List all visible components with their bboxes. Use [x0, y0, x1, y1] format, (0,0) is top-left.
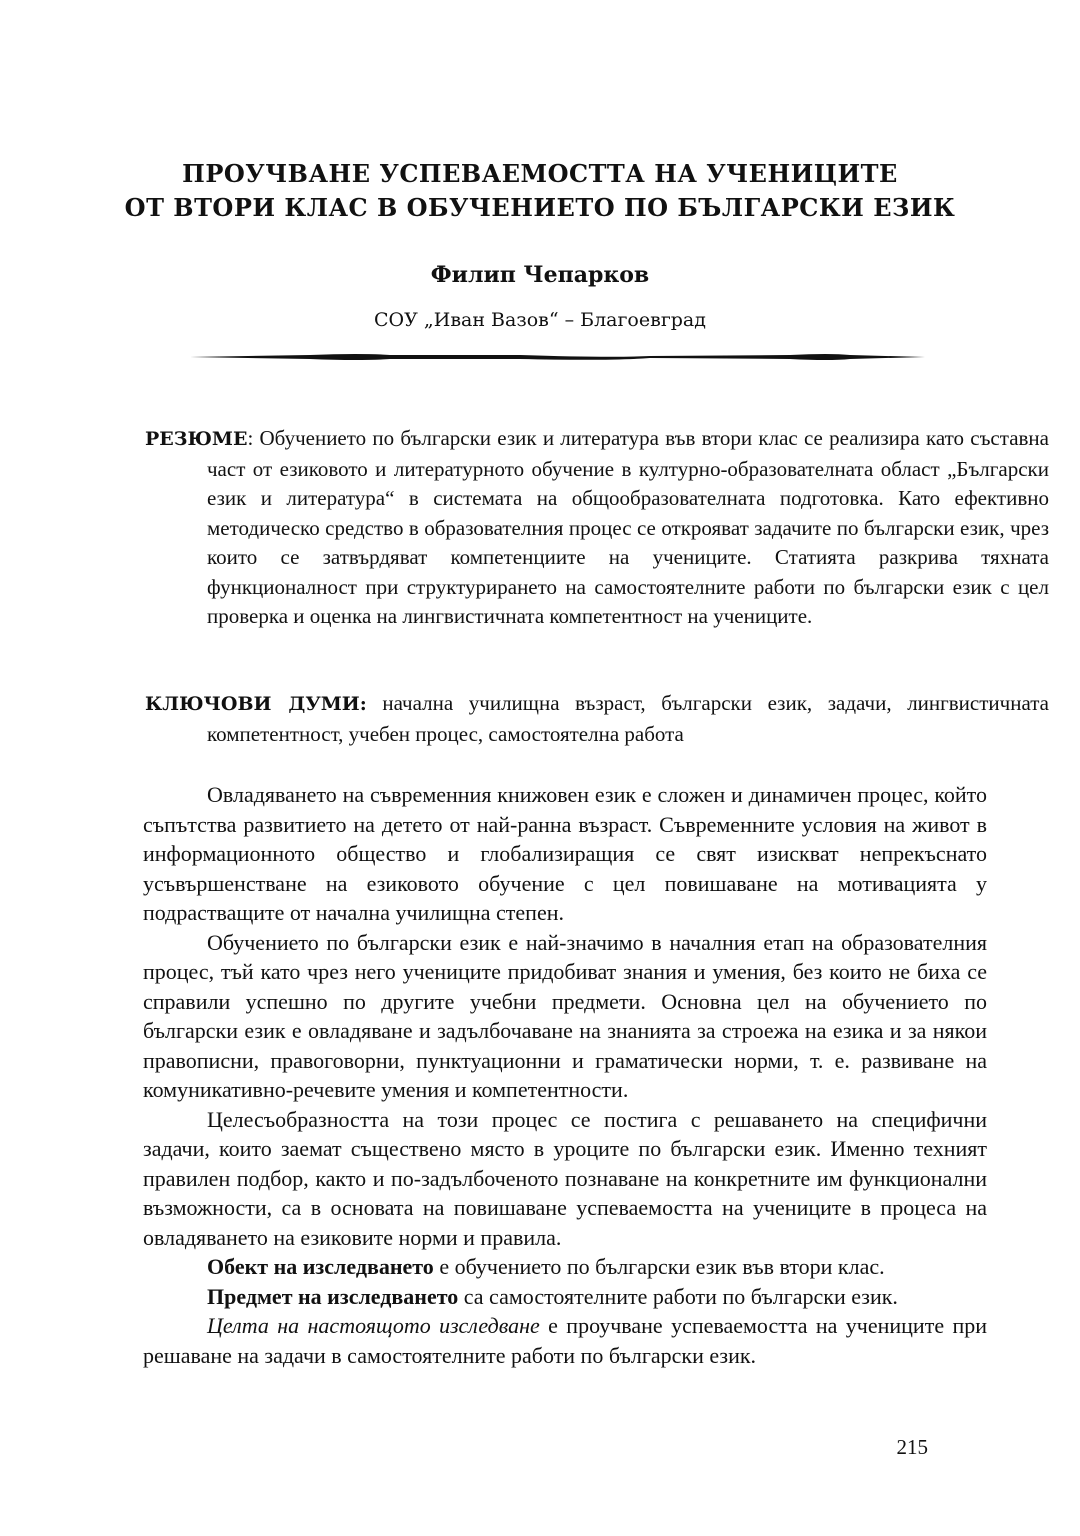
object-text: е обучението по български език във втори клас.	[433, 1254, 885, 1279]
abstract	[145, 424, 1049, 632]
title-line-2: ОТ ВТОРИ КЛАС В ОБУЧЕНИЕТО ПО БЪЛГАРСКИ ЕЗИК	[124, 193, 956, 222]
keywords-text: начална училищна възраст, български език, задачи, лингвистичната компетентност, учебен процес, самостоятелна работа	[207, 691, 1049, 746]
paragraph-object	[143, 1252, 987, 1282]
paper-title	[100, 157, 980, 225]
goal-text: е проучване успеваемостта на учениците при решаване на задачи в самостоятелните работи по български език.	[143, 1313, 987, 1368]
abstract-text: : Обучението по български език и литература във втори клас се реализира като съставна част от езиковото и литературното обучение в културно-образователната област „Български език и литература“ в системата на общообразователната подготовка. Като ефективно методическо средство в образователния процес се открояват задачите по български език, чрез които се затвърдяват компетенциите на учениците. Статията разкрива тяхната функционалност при структурирането на самостоятелните работи по български език с цел проверка и оценка на лингвистичната компетентност на учениците.	[207, 426, 1049, 628]
paragraph-2: Обучението по български език е най-значимо в началния етап на образователния процес, тъй като чрез него учениците придобиват знания и умения, без които не биха се справили успешно по другите учебни предмети. Основна цел на обучението по български език е овладяване и задълбочаване на знанията за строежа на езика и за някои правописни, правоговорни, пунктуационни и граматически норми, т. е. развиване на комуникативно-речевите умения и компетентности.	[143, 929, 987, 1102]
keywords-label: КЛЮЧОВИ ДУМИ:	[145, 693, 367, 715]
author-name: Филип Чепарков	[430, 262, 650, 288]
abstract-label: РЕЗЮМЕ	[145, 428, 248, 450]
paragraph-goal	[143, 1311, 987, 1370]
subject-label: Предмет на изследването	[207, 1283, 459, 1309]
author-affiliation: СОУ „Иван Вазов“ – Благоевград	[374, 309, 706, 331]
paragraph-subject	[143, 1282, 987, 1312]
subject-text: са самостоятелните работи по български език.	[458, 1283, 898, 1309]
keywords	[145, 689, 1049, 749]
paragraph-1: Овладяването на съвременния книжовен език е сложен и динамичен процес, който съпътства развитието на детето от най-ранна възраст. Съвременните условия на живот в информационното общество и глобализиращия се свят изискват непрекъснато усъвършенстване на езиковото обучение с цел повишаване на мотивацията у подрастващите от начална училищна степен.	[143, 782, 987, 925]
paragraph-3: Целесъобразността на този процес се постига с решаването на специфични задачи, които заемат съществено място в уроците по български език. Именно техният правилен подбор, както и по-задълбоченото познаване на конкретните им функционални възможности, са в основата на повишаване успеваемостта на учениците в процеса на овладяването на езиковите норми и правила.	[143, 1106, 987, 1250]
title-line-1: ПРОУЧВАНЕ УСПЕВАЕМОСТТА НА УЧЕНИЦИТЕ	[182, 159, 898, 188]
body-text	[143, 780, 987, 1370]
goal-label: Целта на настоящото изследване	[207, 1313, 540, 1338]
decorative-divider	[190, 349, 925, 363]
page-number: 215	[896, 1435, 928, 1459]
object-label: Обект на изследването	[207, 1254, 434, 1279]
